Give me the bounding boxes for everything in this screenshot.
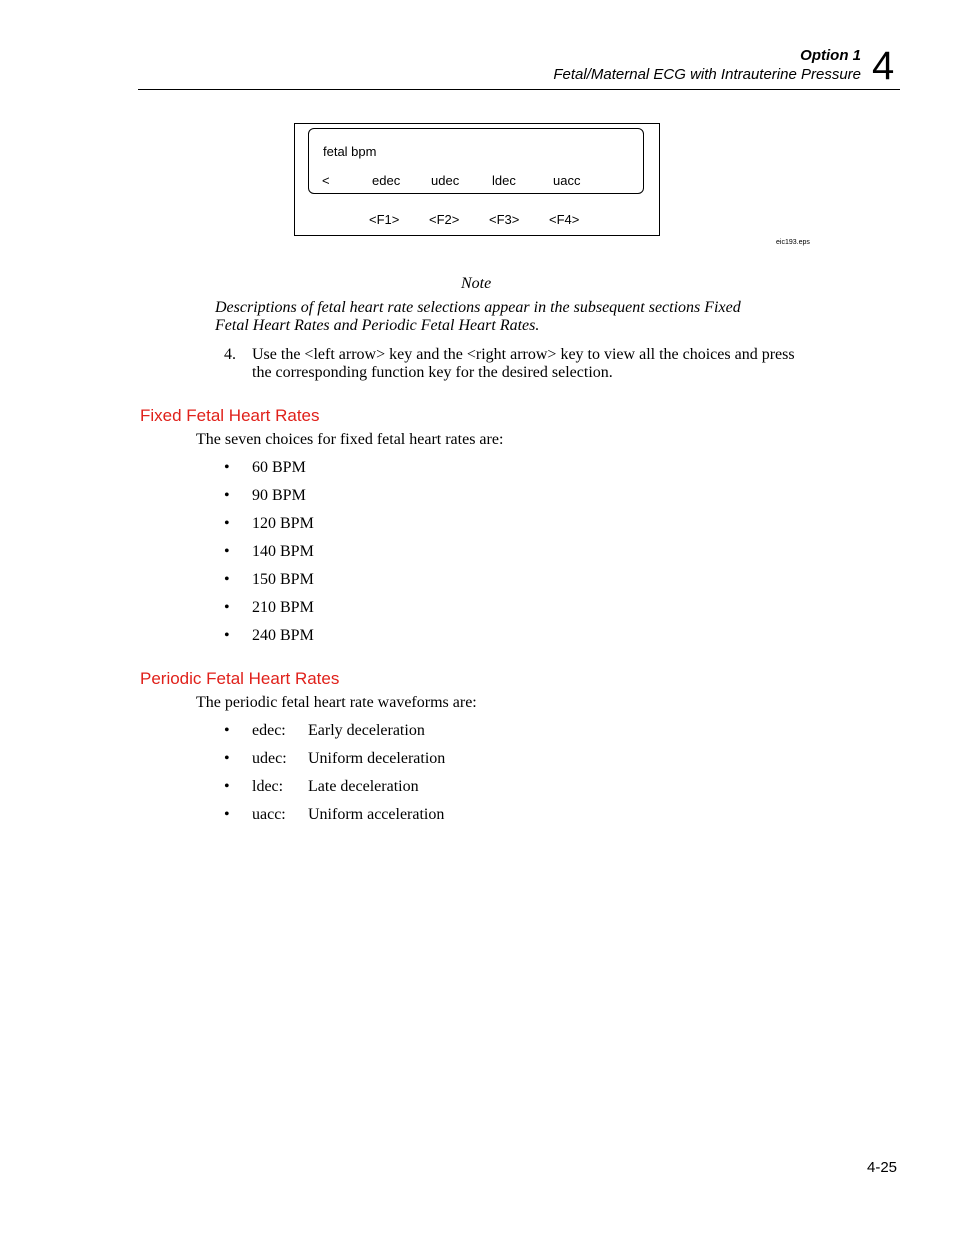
- bullet: •: [224, 627, 230, 644]
- step-text: Use the <left arrow> key and the <right arrow> key to view all the choices and press the corresponding function key for the desired selection.: [252, 346, 795, 381]
- page-number: 4-25: [867, 1159, 898, 1176]
- header-subtitle: Fetal/Maternal ECG with Intrauterine Pressure: [553, 66, 861, 83]
- section-heading-periodic: Periodic Fetal Heart Rates: [140, 669, 340, 688]
- function-key-f3: <F3>: [489, 212, 520, 227]
- figure-label: eic193.eps: [776, 239, 810, 246]
- waveform-description: Uniform deceleration: [308, 750, 446, 767]
- header-option: Option 1: [800, 47, 861, 64]
- list-item: 150 BPM: [252, 571, 314, 588]
- waveform-code: uacc:: [252, 806, 286, 823]
- waveform-code: ldec:: [252, 778, 284, 795]
- list-item: 120 BPM: [252, 515, 314, 532]
- list-item: 140 BPM: [252, 543, 314, 560]
- lcd-option-ldec: ldec: [492, 173, 516, 188]
- lcd-option-edec: edec: [372, 173, 401, 188]
- lcd-option-udec: udec: [431, 173, 460, 188]
- header-rule: [138, 89, 900, 90]
- function-key-f1: <F1>: [369, 212, 400, 227]
- note-title: Note: [461, 275, 492, 292]
- section-heading-fixed: Fixed Fetal Heart Rates: [140, 406, 320, 425]
- bullet: •: [224, 778, 230, 795]
- bullet: •: [224, 722, 230, 739]
- periodic-intro: The periodic fetal heart rate waveforms are:: [196, 694, 477, 711]
- bullet: •: [224, 806, 230, 823]
- bullet: •: [224, 571, 230, 588]
- bullet: •: [224, 515, 230, 532]
- list-item: 210 BPM: [252, 599, 314, 616]
- step-number: 4.: [224, 346, 236, 363]
- waveform-code: udec:: [252, 750, 287, 767]
- bullet: •: [224, 543, 230, 560]
- bullet: •: [224, 459, 230, 476]
- waveform-description: Late deceleration: [308, 778, 419, 795]
- fixed-intro: The seven choices for fixed fetal heart rates are:: [196, 431, 504, 448]
- list-item: 90 BPM: [252, 487, 306, 504]
- function-key-f2: <F2>: [429, 212, 460, 227]
- function-key-f4: <F4>: [549, 212, 580, 227]
- bullet: •: [224, 487, 230, 504]
- note-body: Descriptions of fetal heart rate selections appear in the subsequent sections Fixed Fetal Heart Rates and Periodic Fetal Heart Rates.: [215, 299, 741, 334]
- lcd-screen: [308, 128, 644, 194]
- chapter-number: 4: [872, 44, 895, 88]
- waveform-description: Early deceleration: [308, 722, 425, 739]
- lcd-option-uacc: uacc: [553, 173, 581, 188]
- waveform-description: Uniform acceleration: [308, 806, 445, 823]
- lcd-left-arrow: <: [322, 173, 330, 188]
- list-item: 240 BPM: [252, 627, 314, 644]
- bullet: •: [224, 599, 230, 616]
- list-item: 60 BPM: [252, 459, 306, 476]
- bullet: •: [224, 750, 230, 767]
- lcd-title: fetal bpm: [323, 144, 377, 159]
- waveform-code: edec:: [252, 722, 286, 739]
